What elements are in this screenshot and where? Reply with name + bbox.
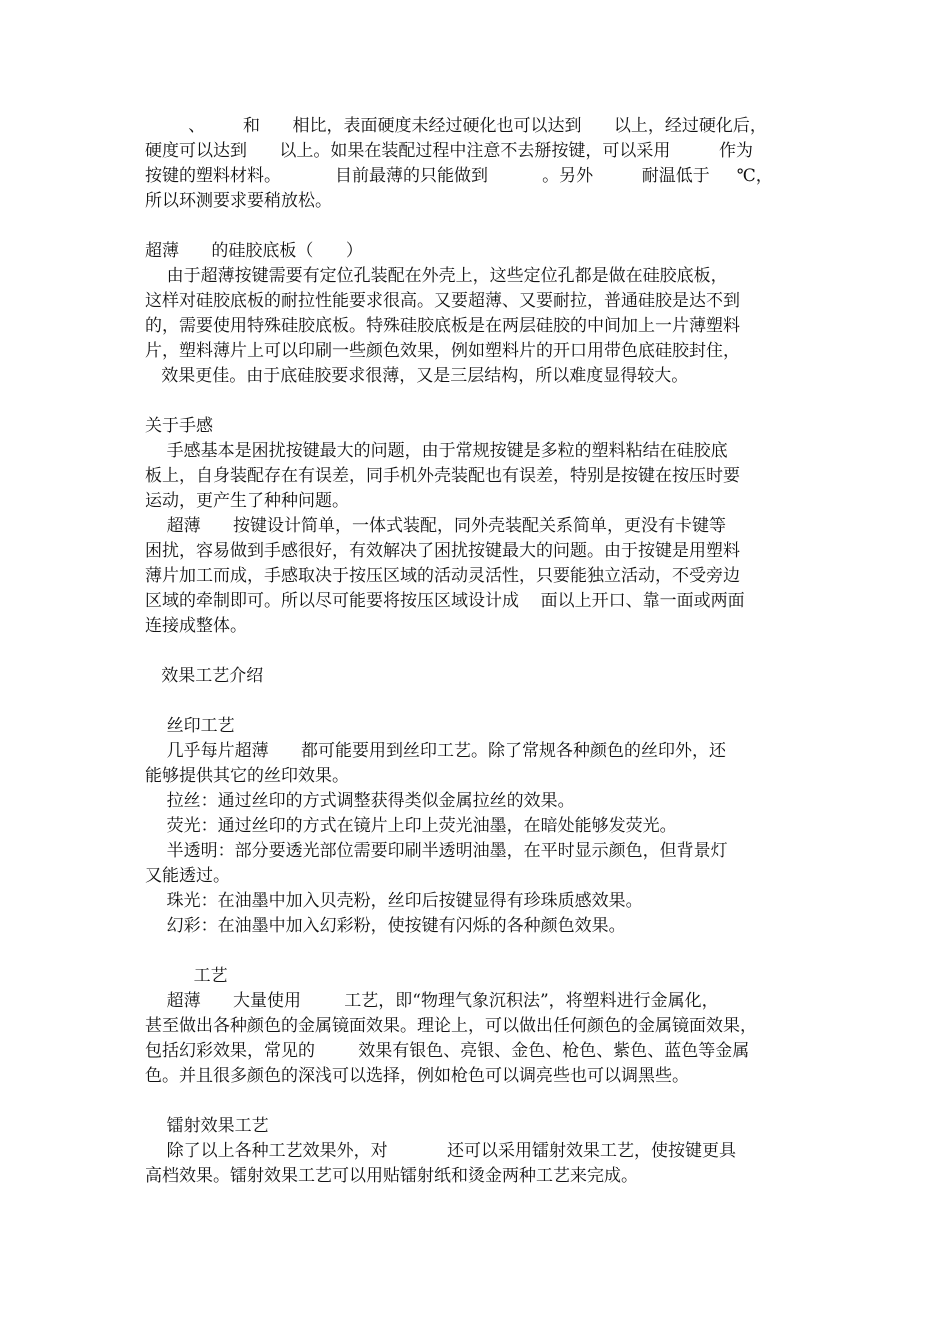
text-line: 所以环测要求要稍放松。 — [145, 191, 332, 211]
section-heading: 关于手感 — [145, 416, 213, 436]
text-line: 能够提供其它的丝印效果。 — [145, 766, 349, 786]
text-line: 片，塑料薄片上可以印刷一些颜色效果，例如塑料片的开口用带色底硅胶封住， — [145, 341, 740, 361]
text-line: 几乎每片超薄 都可能要用到丝印工艺。除了常规各种颜色的丝印外，还 — [145, 741, 727, 761]
text-line: 包括幻彩效果，常见的 效果有银色、亮银、金色、枪色、紫色、蓝色等金属 — [145, 1041, 750, 1061]
subsection-heading: 丝印工艺 — [145, 716, 235, 736]
text-line: 幻彩：在油墨中加入幻彩粉，使按键有闪烁的各种颜色效果。 — [145, 916, 626, 936]
text-line: 拉丝：通过丝印的方式调整获得类似金属拉丝的效果。 — [145, 791, 575, 811]
text-line: 荧光：通过丝印的方式在镜片上印上荧光油墨，在暗处能够发荧光。 — [145, 816, 677, 836]
subsection-heading: 镭射效果工艺 — [145, 1116, 269, 1136]
section-heading: 效果工艺介绍 — [145, 666, 264, 686]
text-line: 的，需要使用特殊硅胶底板。特殊硅胶底板是在两层硅胶的中间加上一片薄塑料 — [145, 316, 740, 336]
text-line: 手感基本是困扰按键最大的问题，由于常规按键是多粒的塑料粘结在硅胶底 — [145, 441, 728, 461]
text-line: 连接成整体。 — [145, 616, 247, 636]
text-line: 这样对硅胶底板的耐拉性能要求很高。又要超薄、又要耐拉，普通硅胶是达不到 — [145, 291, 740, 311]
text-line: 色。并且很多颜色的深浅可以选择，例如枪色可以调亮些也可以调黑些。 — [145, 1066, 689, 1086]
text-line: 薄片加工而成，手感取决于按压区域的活动灵活性，只要能独立活动，不受旁边 — [145, 566, 740, 586]
text-line: 甚至做出各种颜色的金属镜面效果。理论上，可以做出任何颜色的金属镜面效果， — [145, 1016, 757, 1036]
subsection-heading: 工艺 — [145, 966, 228, 986]
text-line: 、 和 相比，表面硬度未经过硬化也可以达到 以上，经过硬化后， — [145, 116, 767, 136]
text-line: 效果更佳。由于底硅胶要求很薄，又是三层结构，所以难度显得较大。 — [145, 366, 689, 386]
text-line: 运动，更产生了种种问题。 — [145, 491, 349, 511]
text-line: 困扰，容易做到手感很好，有效解决了困扰按键最大的问题。由于按键是用塑料 — [145, 541, 740, 561]
text-line: 超薄 大量使用 工艺，即“物理气象沉积法”，将塑料进行金属化， — [145, 991, 719, 1011]
text-line: 半透明：部分要透光部位需要印刷半透明油墨，在平时显示颜色，但背景灯 — [145, 841, 728, 861]
text-line: 又能透过。 — [145, 866, 230, 886]
text-line: 超薄 按键设计简单，一体式装配，同外壳装配关系简单，更没有卡键等 — [145, 516, 727, 536]
text-line: 珠光：在油墨中加入贝壳粉，丝印后按键显得有珍珠质感效果。 — [145, 891, 643, 911]
section-heading: 超薄 的硅胶底板（ ） — [145, 241, 363, 261]
text-line: 按键的塑料材料。 目前最薄的只能做到 。另外 耐温低于 ℃， — [145, 166, 773, 186]
text-line: 由于超薄按键需要有定位孔装配在外壳上，这些定位孔都是做在硅胶底板， — [145, 266, 728, 286]
text-line: 板上，自身装配存在有误差，同手机外壳装配也有误差，特别是按键在按压时要 — [145, 466, 740, 486]
text-line: 区域的牵制即可。所以尽可能要将按压区域设计成 面以上开口、靠一面或两面 — [145, 591, 745, 611]
text-line: 硬度可以达到 以上。如果在装配过程中注意不去掰按键，可以采用 作为 — [145, 141, 754, 161]
text-line: 高档效果。镭射效果工艺可以用贴镭射纸和烫金两种工艺来完成。 — [145, 1166, 638, 1186]
text-line: 除了以上各种工艺效果外，对 还可以采用镭射效果工艺，使按键更具 — [145, 1141, 737, 1161]
